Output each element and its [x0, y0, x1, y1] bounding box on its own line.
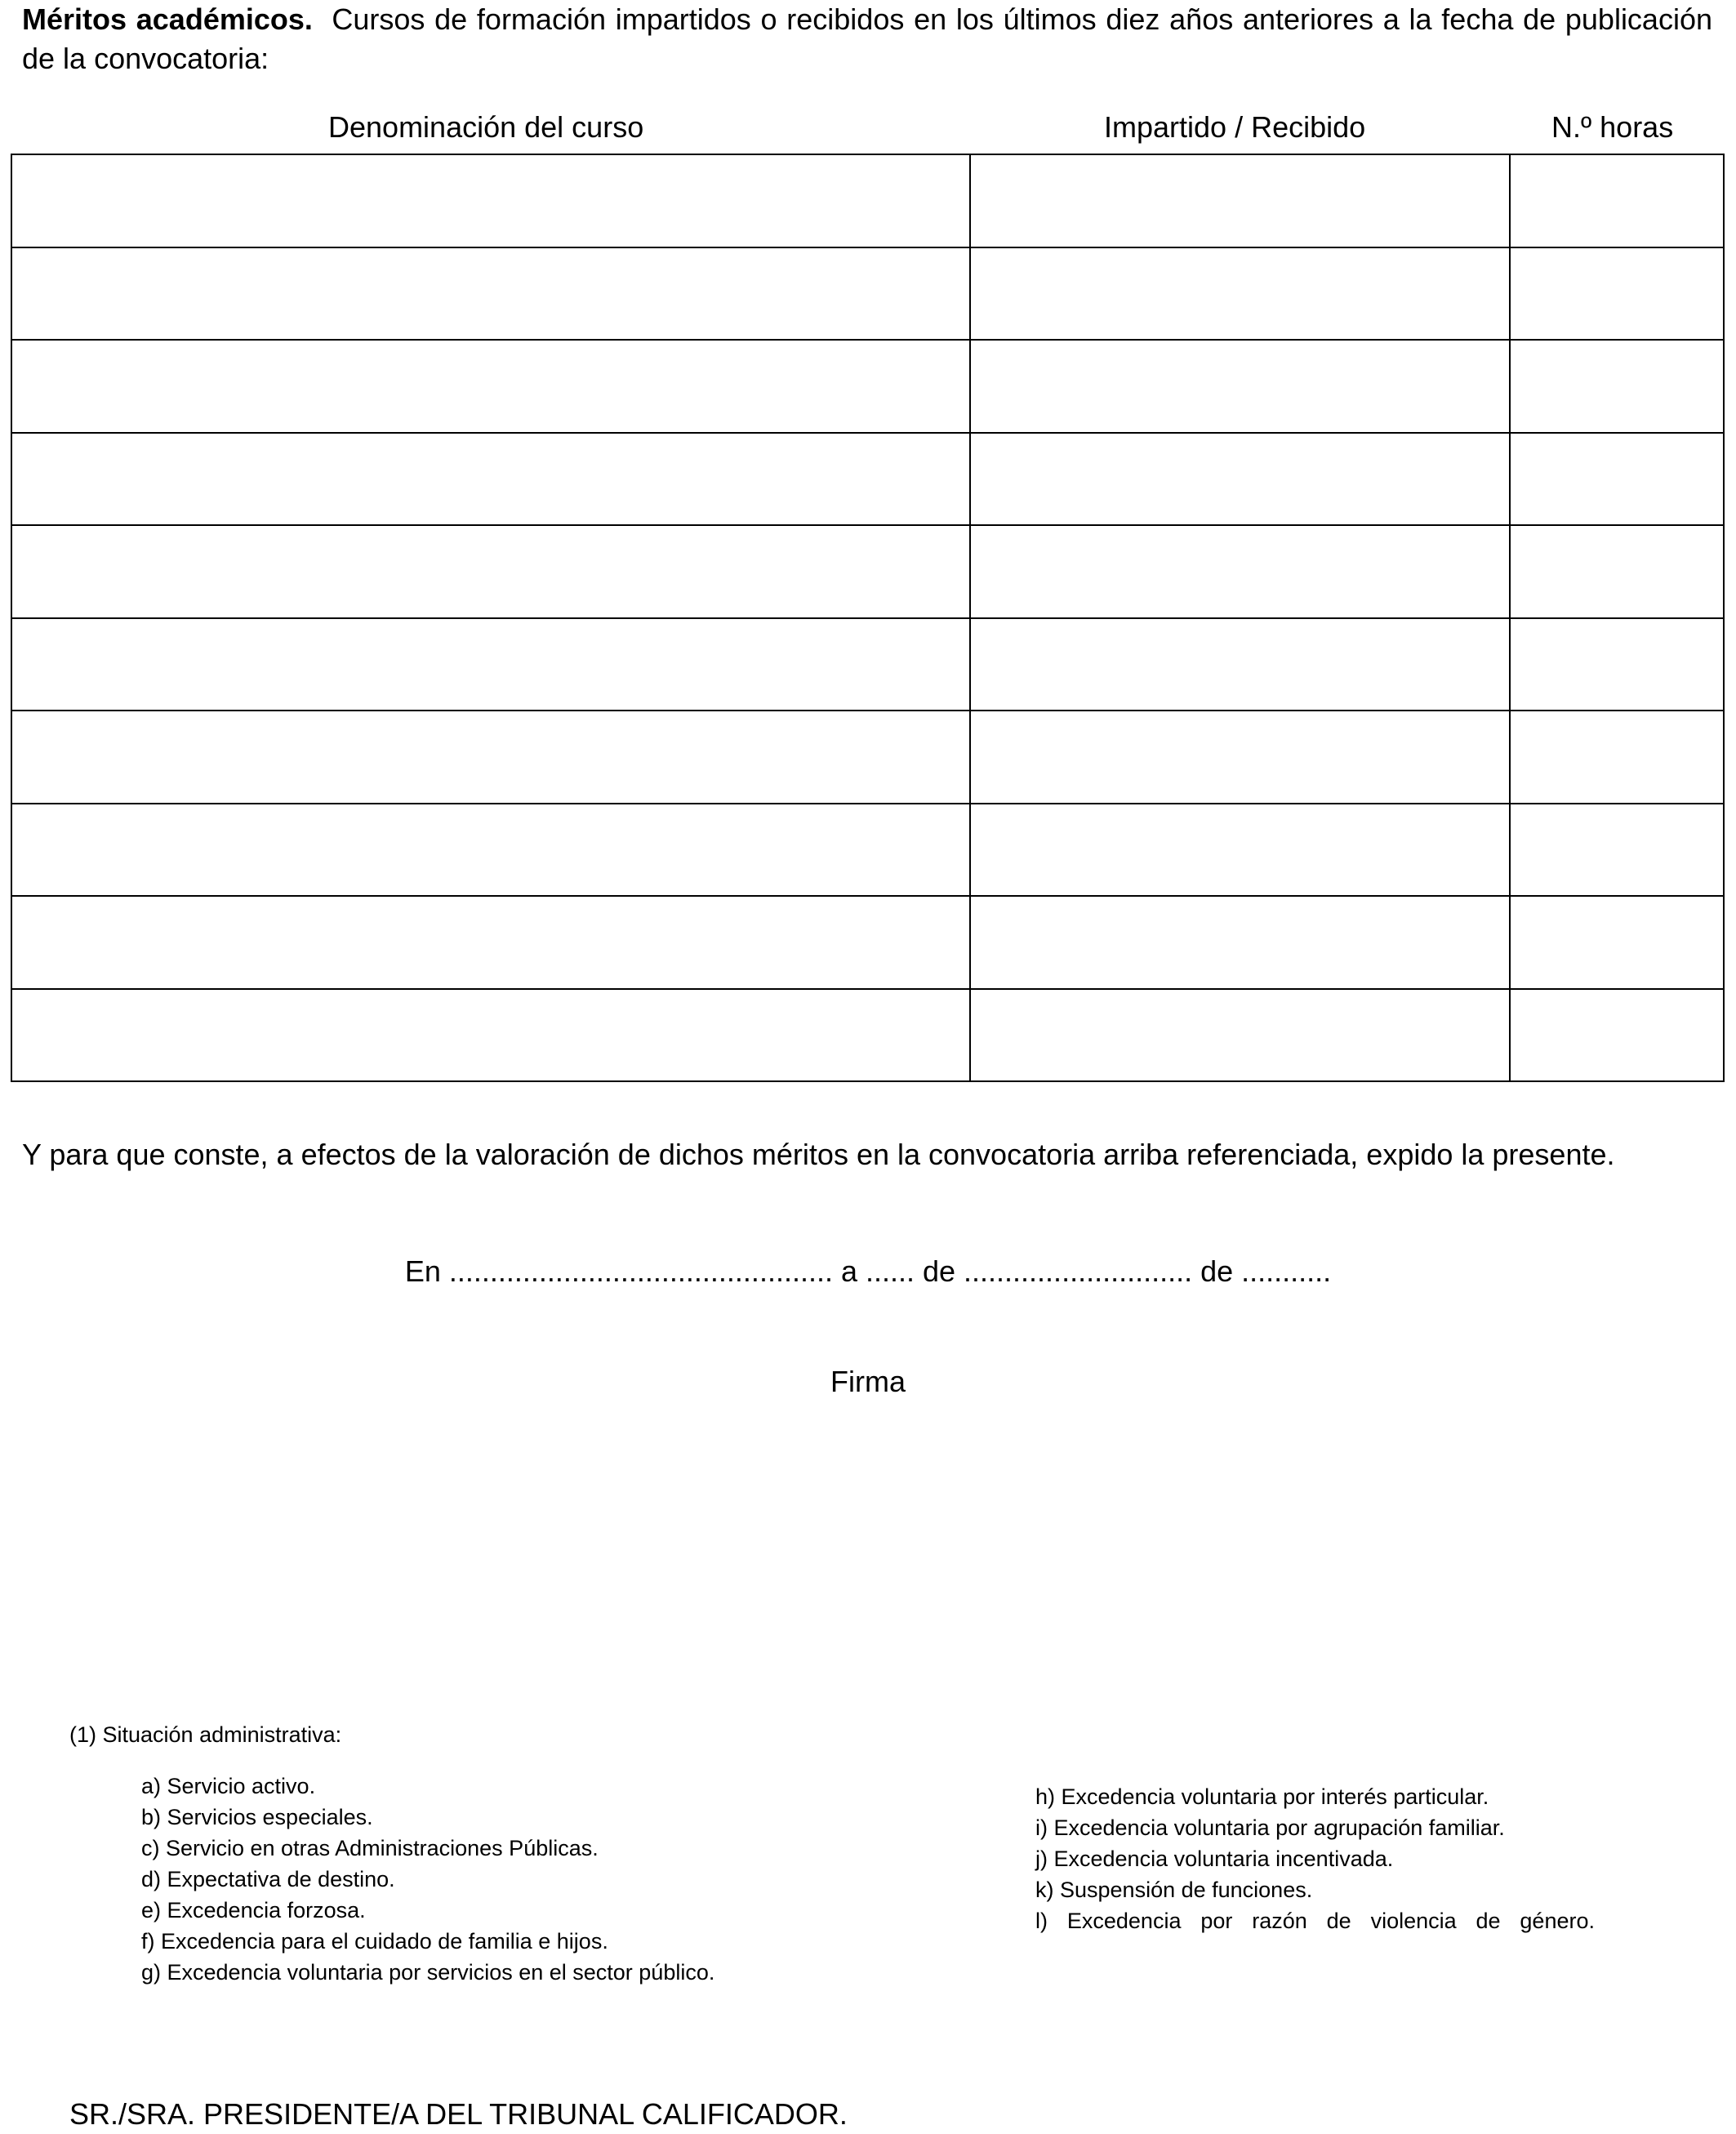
- course-name-cell[interactable]: [11, 804, 970, 897]
- table-row: [11, 340, 1724, 433]
- table-row: [11, 154, 1724, 247]
- list-item: i) Excedencia voluntaria por agrupación familiar.: [1035, 1815, 1505, 1840]
- hours-cell[interactable]: [1510, 618, 1724, 711]
- course-name-cell[interactable]: [11, 154, 970, 247]
- list-item: c) Servicio en otras Administraciones Públicas.: [141, 1836, 599, 1860]
- table-row: [11, 989, 1724, 1082]
- given-received-cell[interactable]: [970, 804, 1510, 897]
- given-received-cell[interactable]: [970, 525, 1510, 618]
- situation-list-left: [141, 1771, 860, 1988]
- section-title: Méritos académicos.: [22, 2, 313, 36]
- table-row: [11, 804, 1724, 897]
- intro-paragraph: [22, 0, 1712, 78]
- given-received-cell[interactable]: [970, 989, 1510, 1082]
- course-name-cell[interactable]: [11, 618, 970, 711]
- course-name-cell[interactable]: [11, 247, 970, 341]
- signature-label: Firma: [830, 1365, 906, 1398]
- hours-cell[interactable]: [1510, 340, 1724, 433]
- hours-cell[interactable]: [1510, 154, 1724, 247]
- course-name-cell[interactable]: [11, 896, 970, 989]
- course-name-cell[interactable]: [11, 525, 970, 618]
- given-received-cell[interactable]: [970, 340, 1510, 433]
- place-date-line[interactable]: En ............................................... a ...... de ............................ de ...........: [404, 1254, 1332, 1288]
- given-received-cell[interactable]: [970, 247, 1510, 341]
- list-item: a) Servicio activo.: [141, 1774, 316, 1798]
- table-row: [11, 896, 1724, 989]
- given-received-cell[interactable]: [970, 618, 1510, 711]
- given-received-cell[interactable]: [970, 896, 1510, 989]
- intro-text: Cursos de formación impartidos o recibidos en los últimos diez años anteriores a la fecha de publicación de la convocatoria:: [22, 2, 1712, 75]
- table-row: [11, 711, 1724, 804]
- table-row: [11, 433, 1724, 526]
- hours-cell[interactable]: [1510, 247, 1724, 341]
- footnote-title: (1) Situación administrativa:: [69, 1722, 342, 1747]
- list-item: h) Excedencia voluntaria por interés particular.: [1035, 1784, 1489, 1809]
- list-item: l) Excedencia por razón de violencia de género.: [1035, 1909, 1595, 1933]
- course-name-cell[interactable]: [11, 340, 970, 433]
- course-name-cell[interactable]: [11, 711, 970, 804]
- list-item: d) Expectativa de destino.: [141, 1867, 395, 1891]
- situation-list-right: [1035, 1781, 1599, 1936]
- list-item: e) Excedencia forzosa.: [141, 1898, 366, 1922]
- hours-cell[interactable]: [1510, 989, 1724, 1082]
- given-received-cell[interactable]: [970, 711, 1510, 804]
- column-header-course-name: Denominación del curso: [328, 110, 644, 144]
- list-item: g) Excedencia voluntaria por servicios en el sector público.: [141, 1960, 715, 1985]
- closing-statement: Y para que conste, a efectos de la valoración de dichos méritos en la convocatoria arriba referenciada, expido la presente.: [22, 1138, 1615, 1171]
- given-received-cell[interactable]: [970, 154, 1510, 247]
- hours-cell[interactable]: [1510, 896, 1724, 989]
- list-item: b) Servicios especiales.: [141, 1805, 373, 1829]
- list-item: j) Excedencia voluntaria incentivada.: [1035, 1847, 1394, 1871]
- hours-cell[interactable]: [1510, 433, 1724, 526]
- table-row: [11, 247, 1724, 341]
- course-name-cell[interactable]: [11, 989, 970, 1082]
- given-received-cell[interactable]: [970, 433, 1510, 526]
- hours-cell[interactable]: [1510, 525, 1724, 618]
- hours-cell[interactable]: [1510, 711, 1724, 804]
- column-header-hours: N.º horas: [1551, 110, 1674, 144]
- table-row: [11, 618, 1724, 711]
- course-name-cell[interactable]: [11, 433, 970, 526]
- hours-cell[interactable]: [1510, 804, 1724, 897]
- addressee: SR./SRA. PRESIDENTE/A DEL TRIBUNAL CALIFICADOR.: [69, 2097, 848, 2131]
- list-item: f) Excedencia para el cuidado de familia e hijos.: [141, 1929, 608, 1954]
- list-item: k) Suspensión de funciones.: [1035, 1878, 1313, 1902]
- table-row: [11, 525, 1724, 618]
- column-header-given-received: Impartido / Recibido: [1104, 110, 1366, 144]
- courses-table: [11, 154, 1725, 1082]
